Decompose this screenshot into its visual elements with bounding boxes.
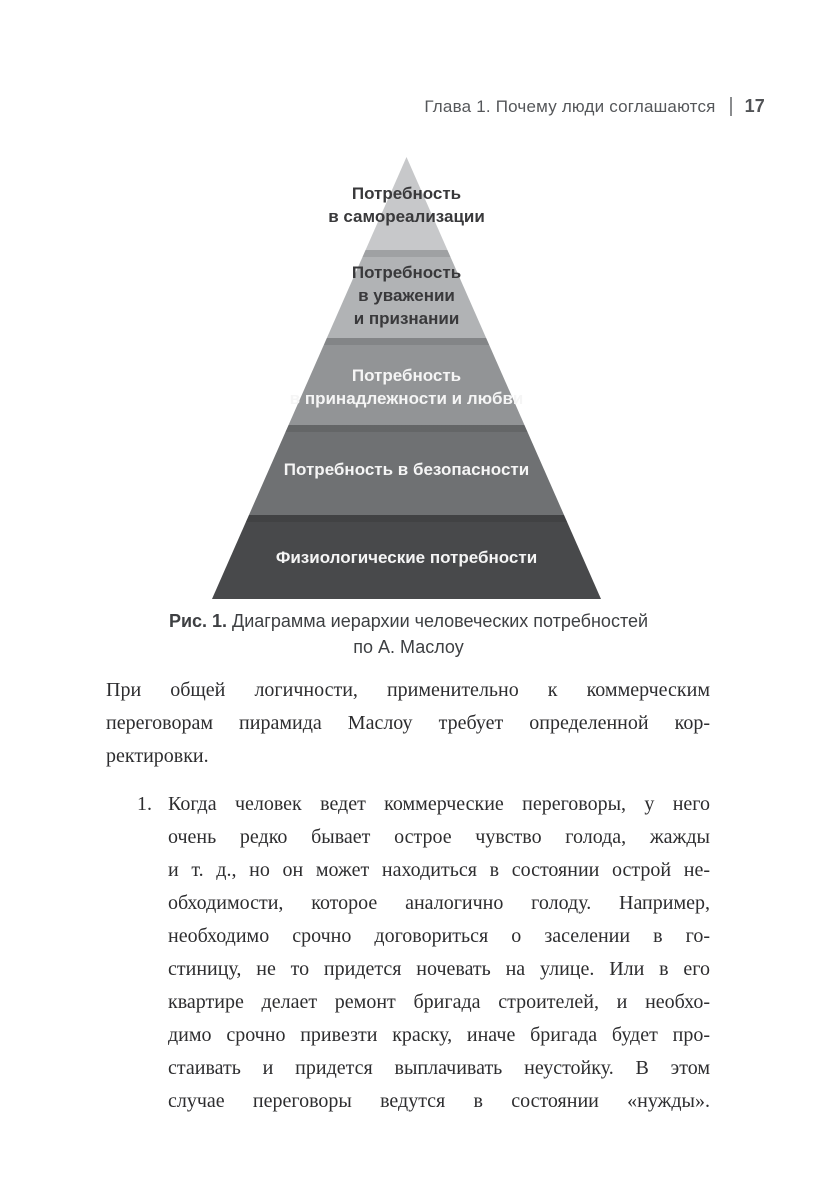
pyramid-level-self-actualization (212, 157, 601, 250)
list-item-line: необходимо срочно договориться о заселении в го- (168, 925, 710, 947)
pyramid-level-label: Потребность в самореализации (328, 184, 485, 226)
list-item-line: стиницу, не то придется ночевать на улице. Или в его (168, 958, 710, 980)
paragraph (106, 674, 710, 773)
numbered-list-item (137, 788, 710, 1118)
list-item-line: димо срочно привезти краску, иначе бригада будет про- (168, 1024, 710, 1046)
figure-caption (0, 608, 817, 660)
list-item-line: очень редко бывает острое чувство голода, жажды (168, 826, 710, 848)
page-header (424, 96, 765, 117)
pyramid-level-belonging-love (212, 338, 601, 425)
list-item-line: Когда человек ведет коммерческие переговоры, у него (168, 793, 710, 815)
list-item-line: стаивать и придется выплачивать неустойку. В этом (168, 1057, 710, 1079)
figure-caption-line2: по А. Маслоу (353, 637, 464, 657)
list-item-number: 1. (137, 793, 152, 815)
page-number: 17 (744, 96, 765, 116)
list-item-text (168, 788, 710, 1118)
pyramid-level-esteem (212, 250, 601, 338)
pyramid-level-safety (212, 425, 601, 515)
pyramid-level-physiological (212, 515, 601, 599)
list-item-line: квартире делает ремонт бригада строителей, и необхо- (168, 991, 710, 1013)
list-item-line: случае переговоры ведутся в состоянии «нужды». (168, 1090, 710, 1112)
figure-caption-number: Рис. 1. (168, 611, 228, 631)
paragraph-line: При общей логичности, применительно к коммерческим (106, 679, 710, 701)
pyramid-level-label: Потребность в безопасности (283, 460, 530, 479)
pyramid-shape (212, 157, 601, 599)
running-title: Глава 1. Почему люди соглашаются (424, 96, 716, 116)
paragraph-line: ректировки. (106, 745, 209, 767)
paragraph-line: переговорам пирамида Маслоу требует определенной кор- (106, 712, 710, 734)
list-item-line: и т. д., но он может находиться в состоянии острой не- (168, 859, 710, 881)
figure-caption-line1: Рис. 1. Диаграмма иерархии человеческих потребностей (168, 611, 649, 631)
pyramid-level-label: Потребность в уважении и признании (351, 263, 462, 328)
pyramid-level-label: Физиологические потребности (275, 548, 538, 567)
list-item-line: обходимости, которое аналогично голоду. Например, (168, 892, 710, 914)
pyramid-level-label: Потребность в принадлежности и любви (289, 366, 524, 408)
header-divider (730, 97, 732, 116)
